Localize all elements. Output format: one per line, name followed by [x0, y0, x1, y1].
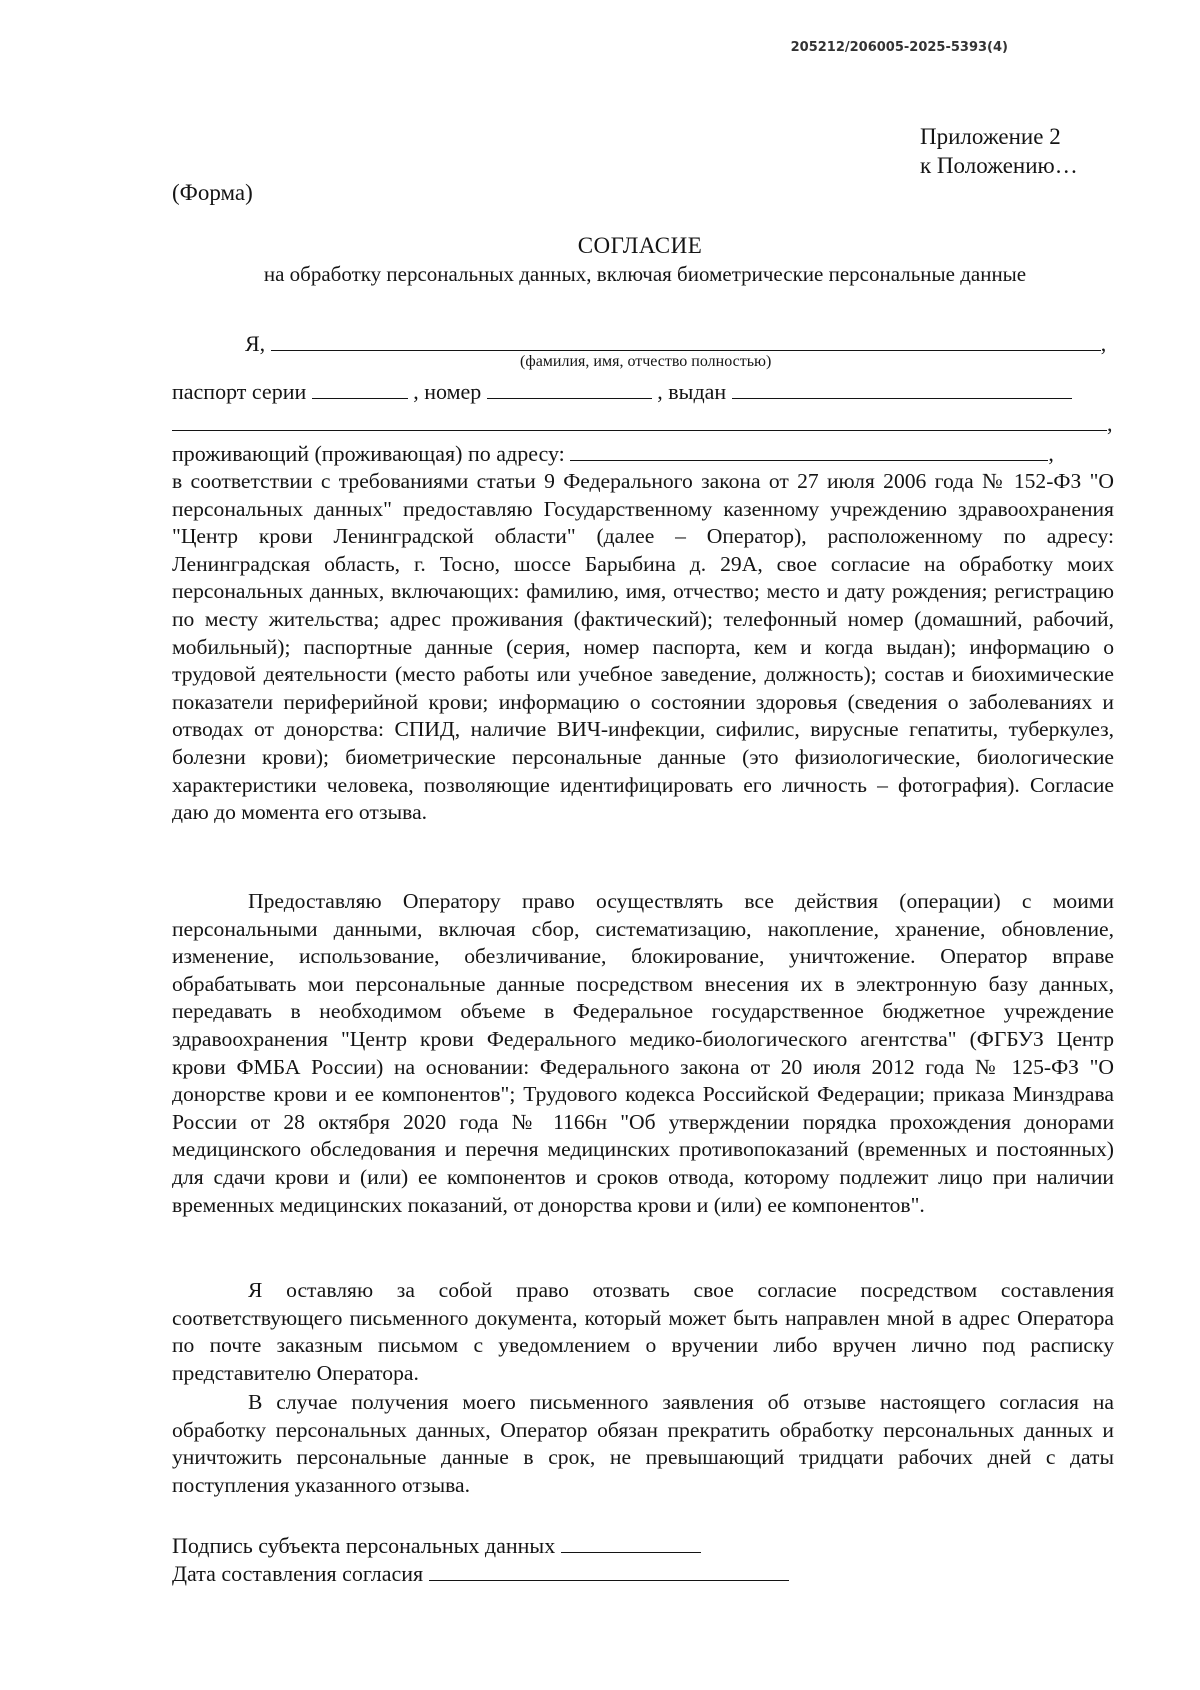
appendix-reference: [920, 122, 1078, 180]
date-line: [172, 1560, 789, 1587]
address-line: [172, 440, 1054, 467]
passport-series-label: паспорт серии: [172, 379, 307, 404]
comma: ,: [1048, 441, 1054, 466]
consent-paragraph-2: [172, 888, 1114, 1219]
appendix-line-2: к Положению…: [920, 153, 1078, 178]
appendix-line-1: Приложение 2: [920, 124, 1061, 149]
document-subtitle: на обработку персональных данных, включая биометрические персональные данные: [263, 262, 1027, 286]
full-name-caption: (фамилия, имя, отчество полностью): [520, 353, 772, 370]
ya-label: Я,: [245, 331, 266, 356]
date-field[interactable]: [429, 1560, 789, 1581]
consent-paragraph-1: [172, 468, 1114, 827]
consent-paragraph-3: [172, 1277, 1114, 1387]
signature-field[interactable]: [561, 1532, 701, 1553]
paragraph-3-text: Я оставляю за собой право отозвать свое согласие посредством составления соответствующего письменного документа, который может быть направлен мной в адрес Оператора по почте заказным письмом с уведомлением о вручении либо вручен лично под расписку представителю Оператора.: [172, 1278, 1114, 1385]
passport-issued-continuation-line: [172, 410, 1113, 437]
paragraph-2-text: Предоставляю Оператору право осуществлять все действия (операции) с моими персональными данными, включая сбор, систематизацию, накопление, хранение, обновление, изменение, использование, обезличивание, блокирование, уничтожение. Оператор вправе обрабатывать мои персональные данные посредством внесения их в электронную базу данных, передавать в необходимом объеме в Федеральное государственное бюджетное учреждение здравоохранения "Центр крови Федерального медико-биологического агентства" (ФГБУЗ Центр крови ФМБА России) на основании: Федерального закона от 20 июля 2012 года № 125-ФЗ "О донорстве крови и ее компонентов"; Трудового кодекса Российской Федерации; приказа Минздрава России от 28 октября 2020 года № 1166н "Об утверждении порядка прохождения донорами медицинского обследования и перечня медицинских противопоказаний (временных и постоянных) для сдачи крови и (или) ее компонентов и сроков отвода, которому подлежит лицо при наличии временных медицинских показаний, от донорства крови и (или) ее компонентов".: [172, 889, 1114, 1217]
consent-paragraph-4: [172, 1389, 1114, 1499]
address-label: проживающий (проживающая) по адресу:: [172, 441, 565, 466]
passport-issued-field-2[interactable]: [172, 410, 1107, 431]
full-name-field[interactable]: [271, 330, 1101, 351]
date-label: Дата составления согласия: [172, 1561, 424, 1586]
passport-issued-field[interactable]: [732, 378, 1072, 399]
form-label: (Форма): [172, 180, 253, 205]
document-title: СОГЛАСИЕ: [577, 233, 703, 258]
passport-number-field[interactable]: [487, 378, 652, 399]
comma: ,: [1107, 411, 1113, 436]
passport-issued-label: , выдан: [657, 379, 727, 404]
signature-label: Подпись субъекта персональных данных: [172, 1533, 556, 1558]
document-number: 205212/206005-2025-5393(4): [790, 40, 1008, 55]
paragraph-1-text: в соответствии с требованиями статьи 9 Федерального закона от 27 июля 2006 года № 152-ФЗ "О персональных данных" предоставляю Государственному казенному учреждению здравоохранения "Центр крови Ленинградской области" (далее – Оператор), расположенному по адресу: Ленинградская область, г. Тосно, шоссе Барыбина д. 29А, свое согласие на обработку моих персональных данных, включающих: фамилию, имя, отчество; место и дату рождения; регистрацию по месту жительства; адрес проживания (фактический); телефонный номер (домашний, рабочий, мобильный); паспортные данные (серия, номер паспорта, кем и когда выдан); информацию о трудовой деятельности (место работы или учебное заведение, должность); состав и биохимические показатели периферийной крови; информацию о состоянии здоровья (сведения о заболеваниях и отводах от донорства: СПИД, наличие ВИЧ-инфекции, сифилис, вирусные гепатиты, туберкулез, болезни крови); биометрические персональные данные (это физиологические, биологические характеристики человека, позволяющие идентифицировать его личность – фотография). Согласие даю до момента его отзыва.: [172, 469, 1114, 825]
passport-line: [172, 378, 1072, 405]
comma: ,: [1100, 331, 1107, 356]
paragraph-4-text: В случае получения моего письменного заявления об отзыве настоящего согласия на обработку персональных данных, Оператор обязан прекратить обработку персональных данных и уничтожить персональные данные в срок, не превышающий тридцати рабочих дней с даты поступления указанного отзыва.: [172, 1390, 1114, 1497]
passport-number-label: , номер: [413, 379, 482, 404]
signature-line: [172, 1532, 701, 1559]
address-field[interactable]: [570, 440, 1048, 461]
passport-series-field[interactable]: [312, 378, 408, 399]
